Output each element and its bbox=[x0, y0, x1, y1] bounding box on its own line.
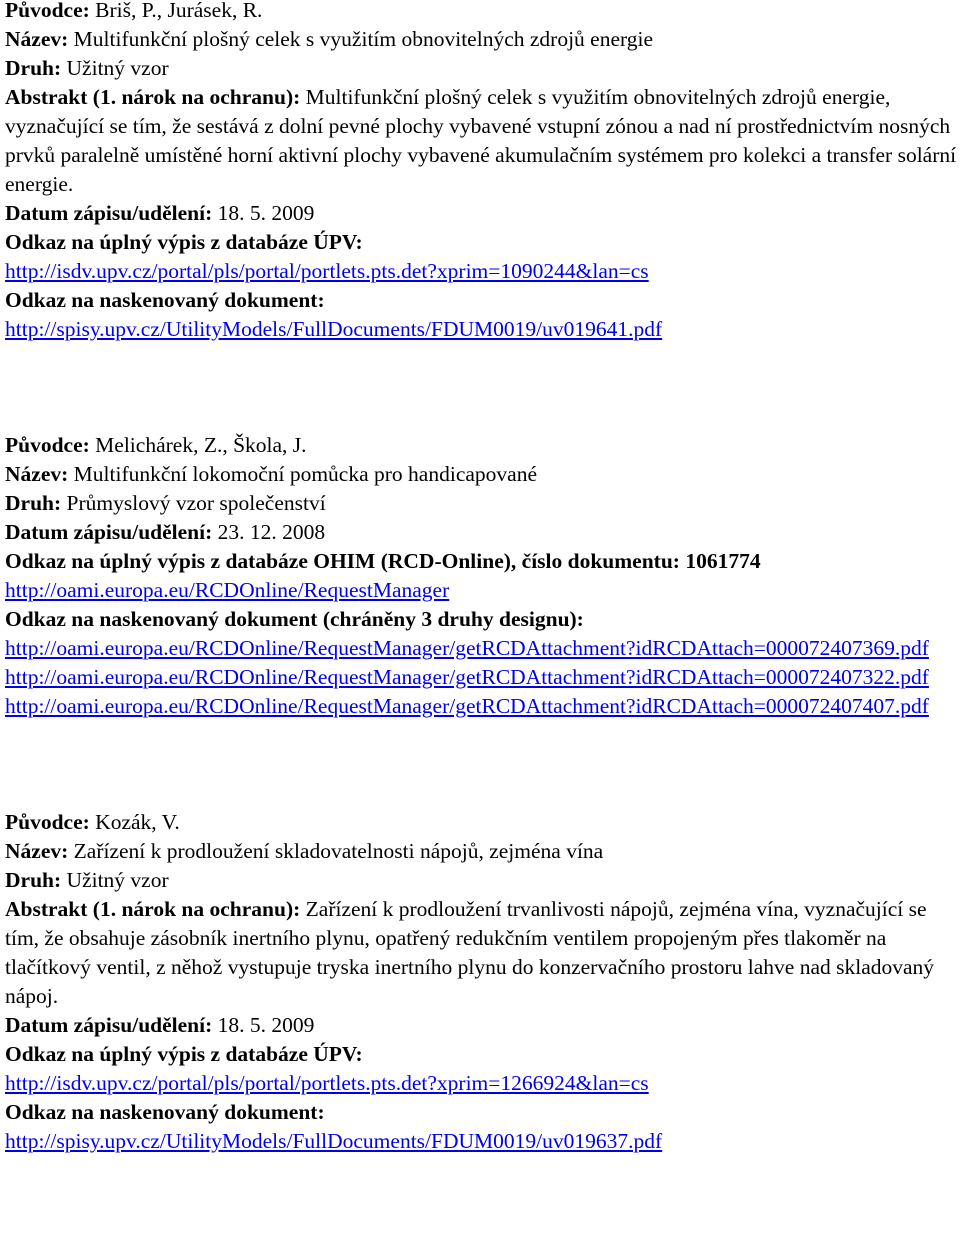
scan-link[interactable]: http://spisy.upv.cz/UtilityModels/FullDocuments/FDUM0019/uv019641.pdf bbox=[5, 317, 663, 341]
name-value: Zařízení k prodloužení skladovatelnosti nápojů, zejména vína bbox=[73, 839, 604, 863]
scan-link-heading: Odkaz na naskenovaný dokument: bbox=[5, 1100, 325, 1124]
date-line bbox=[5, 1011, 957, 1040]
abstract-value: Zařízení k prodloužení trvanlivosti nápojů, zejména vína, vyznačující se tím, že obsahuje zásobník inertního plynu, opatřený redukčním ventilem propojeným přes tlakoměr na tlačítkový ventil, z něhož vystupuje tryska inertního plynu do konzervačního prostoru lahve nad skladovaný nápoj. bbox=[5, 897, 935, 1008]
kind-value: Užitný vzor bbox=[66, 56, 169, 80]
name-line bbox=[5, 25, 957, 54]
kind-label: Druh: bbox=[5, 868, 62, 892]
kind-value: Průmyslový vzor společenství bbox=[66, 491, 326, 515]
name-line bbox=[5, 837, 957, 866]
upv-link-heading: Odkaz na úplný výpis z databáze ÚPV: bbox=[5, 1042, 363, 1066]
design-scan-link-3[interactable]: http://oami.europa.eu/RCDOnline/RequestManager/getRCDAttachment?idRCDAttach=000072407407.pdf bbox=[5, 694, 929, 718]
kind-line bbox=[5, 866, 957, 895]
author-value: Melichárek, Z., Škola, J. bbox=[95, 433, 307, 457]
name-value: Multifunkční lokomoční pomůcka pro handicapované bbox=[73, 462, 537, 486]
scan-link-heading: Odkaz na naskenovaný dokument: bbox=[5, 288, 325, 312]
author-line bbox=[5, 431, 957, 460]
ohim-link[interactable]: http://oami.europa.eu/RCDOnline/RequestManager bbox=[5, 578, 450, 602]
document-page bbox=[5, 0, 957, 1156]
kind-value: Užitný vzor bbox=[66, 868, 169, 892]
abstract-paragraph bbox=[5, 83, 957, 199]
kind-label: Druh: bbox=[5, 56, 62, 80]
date-line bbox=[5, 518, 957, 547]
abstract-label: Abstrakt (1. nárok na ochranu): bbox=[5, 897, 301, 921]
date-label: Datum zápisu/udělení: bbox=[5, 201, 213, 225]
ohim-link-heading: Odkaz na úplný výpis z databáze OHIM (RCD-Online), číslo dokumentu: 1061774 bbox=[5, 549, 761, 573]
name-label: Název: bbox=[5, 462, 69, 486]
date-label: Datum zápisu/udělení: bbox=[5, 520, 213, 544]
author-line bbox=[5, 0, 957, 25]
abstract-paragraph bbox=[5, 895, 957, 1011]
design-scan-heading: Odkaz na naskenovaný dokument (chráněny 3 druhy designu): bbox=[5, 607, 584, 631]
record-separator bbox=[5, 721, 957, 808]
upv-link[interactable]: http://isdv.upv.cz/portal/pls/portal/portlets.pts.det?xprim=1090244&lan=cs bbox=[5, 259, 649, 283]
abstract-label: Abstrakt (1. nárok na ochranu): bbox=[5, 85, 301, 109]
scan-link[interactable]: http://spisy.upv.cz/UtilityModels/FullDocuments/FDUM0019/uv019637.pdf bbox=[5, 1129, 663, 1153]
upv-link[interactable]: http://isdv.upv.cz/portal/pls/portal/portlets.pts.det?xprim=1266924&lan=cs bbox=[5, 1071, 649, 1095]
author-label: Původce: bbox=[5, 0, 90, 22]
author-value: Kozák, V. bbox=[95, 810, 180, 834]
design-scan-link-1[interactable]: http://oami.europa.eu/RCDOnline/RequestManager/getRCDAttachment?idRCDAttach=000072407369.pdf bbox=[5, 636, 929, 660]
kind-line bbox=[5, 54, 957, 83]
record-1 bbox=[5, 0, 957, 344]
record-3 bbox=[5, 808, 957, 1156]
kind-label: Druh: bbox=[5, 491, 62, 515]
name-line bbox=[5, 460, 957, 489]
kind-line bbox=[5, 489, 957, 518]
date-value: 18. 5. 2009 bbox=[217, 1013, 315, 1037]
author-value: Briš, P., Jurásek, R. bbox=[95, 0, 263, 22]
name-label: Název: bbox=[5, 839, 69, 863]
date-value: 18. 5. 2009 bbox=[217, 201, 315, 225]
date-line bbox=[5, 199, 957, 228]
record-separator bbox=[5, 344, 957, 431]
upv-link-heading: Odkaz na úplný výpis z databáze ÚPV: bbox=[5, 230, 363, 254]
name-label: Název: bbox=[5, 27, 69, 51]
design-scan-link-2[interactable]: http://oami.europa.eu/RCDOnline/RequestManager/getRCDAttachment?idRCDAttach=000072407322.pdf bbox=[5, 665, 929, 689]
record-2 bbox=[5, 431, 957, 721]
author-line bbox=[5, 808, 957, 837]
author-label: Původce: bbox=[5, 433, 90, 457]
date-value: 23. 12. 2008 bbox=[217, 520, 326, 544]
abstract-value: Multifunkční plošný celek s využitím obnovitelných zdrojů energie, vyznačující se tím, že sestává z dolní pevné plochy vybavené vstupní zónou a nad ní prostřednictvím nosných prvků paralelně umístěné horní aktivní plochy vybavené akumulačním systémem pro kolekci a transfer solární energie. bbox=[5, 85, 957, 196]
author-label: Původce: bbox=[5, 810, 90, 834]
date-label: Datum zápisu/udělení: bbox=[5, 1013, 213, 1037]
name-value: Multifunkční plošný celek s využitím obnovitelných zdrojů energie bbox=[73, 27, 654, 51]
